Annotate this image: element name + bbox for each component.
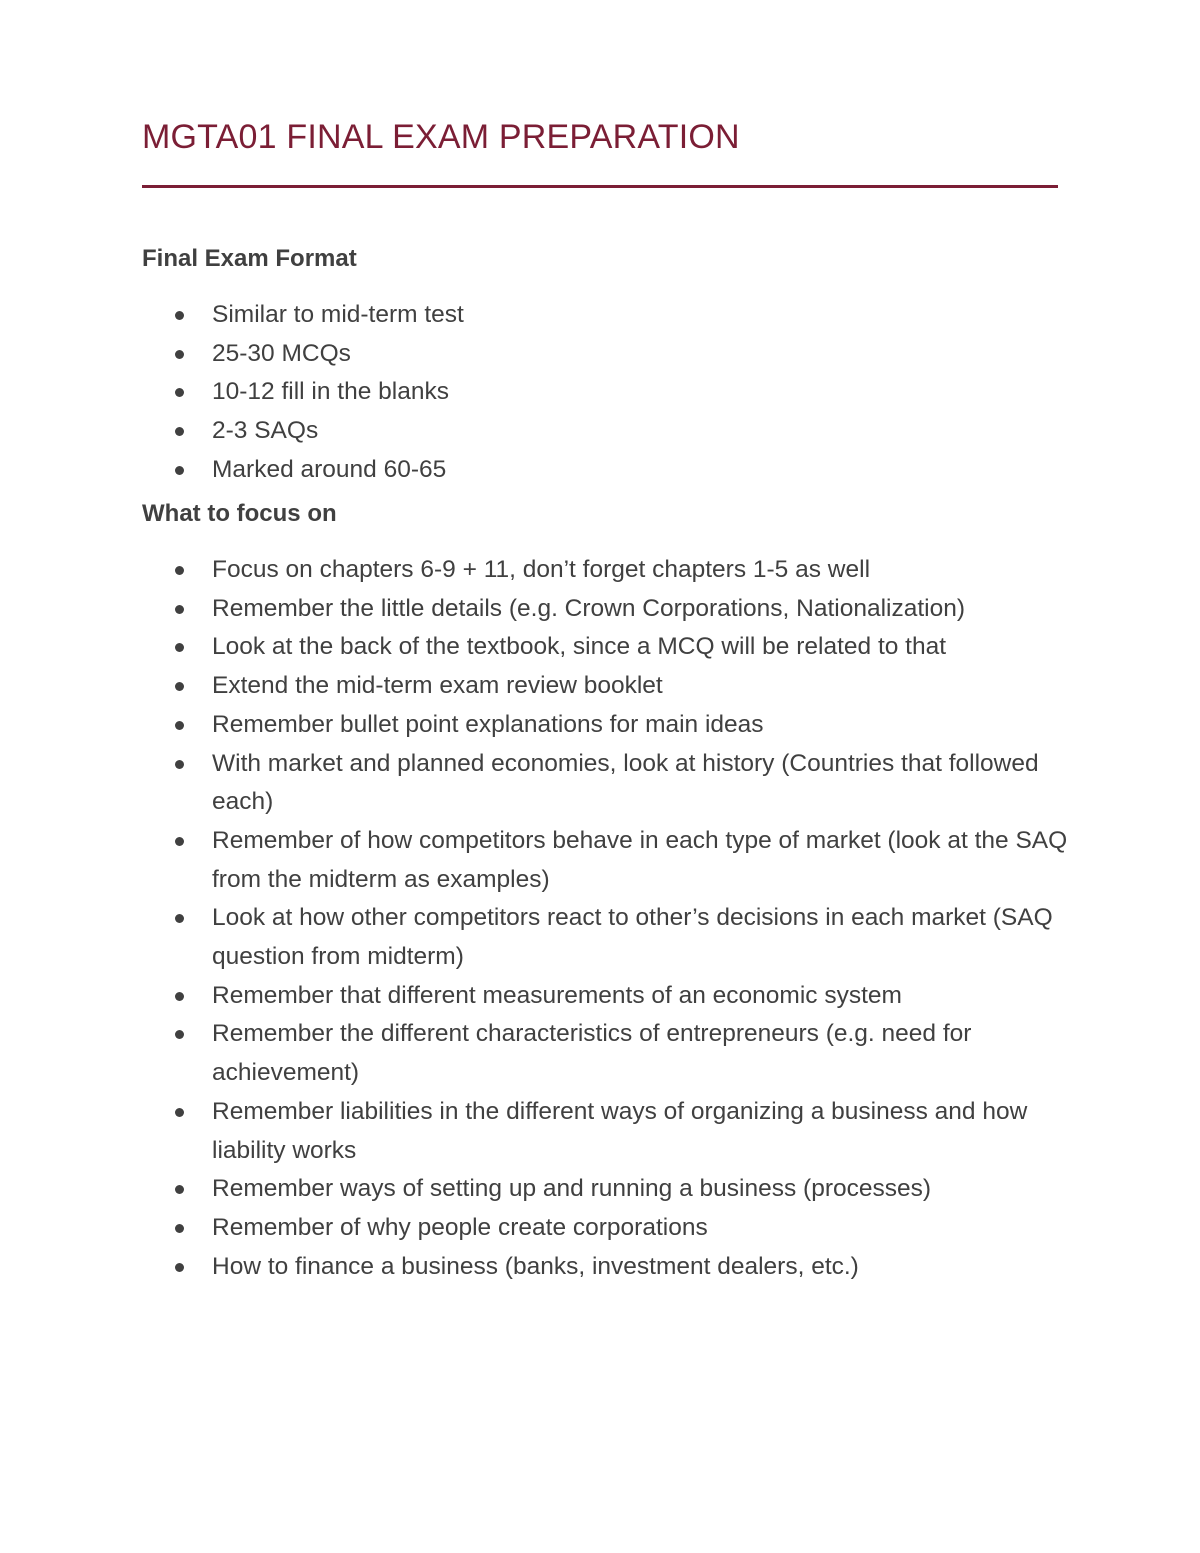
list-item (142, 451, 1072, 490)
bullet-icon (175, 1224, 184, 1233)
list-item-text: Look at the back of the textbook, since a MCQ will be related to that (212, 633, 947, 661)
list-item-text: Remember ways of setting up and running a business (processes) (212, 1175, 932, 1203)
list-item-text: 10-12 fill in the blanks (212, 378, 449, 406)
list-item (142, 1248, 1072, 1287)
bullet-icon (175, 566, 184, 575)
list-item (142, 1015, 1072, 1092)
list-item (142, 412, 1072, 451)
list-item-text: Marked around 60-65 (212, 455, 447, 483)
list-item-text: 2-3 SAQs (212, 417, 319, 445)
list-item-text: Remember that different measurements of an economic system (212, 981, 902, 1009)
list-item (142, 667, 1072, 706)
list-item-text: Remember the little details (e.g. Crown Corporations, Nationalization) (212, 594, 966, 622)
document-title: MGTA01 FINAL EXAM PREPARATION (142, 118, 740, 156)
list-item-text: With market and planned economies, look at history (Countries that followed each) (212, 749, 1039, 816)
section-heading-exam-format: Final Exam Format (142, 245, 357, 272)
list-item-text: Extend the mid-term exam review booklet (212, 672, 663, 700)
bullet-icon (175, 388, 184, 397)
list-item (142, 706, 1072, 745)
list-item (142, 1170, 1072, 1209)
bullet-icon (175, 1108, 184, 1117)
bullet-icon (175, 427, 184, 436)
list-item (142, 335, 1072, 374)
bullet-icon (175, 605, 184, 614)
list-item (142, 822, 1072, 899)
bullet-icon (175, 837, 184, 846)
bullet-icon (175, 1263, 184, 1272)
list-item-text: 25-30 MCQs (212, 339, 351, 367)
bullet-icon (175, 350, 184, 359)
list-item-text: Focus on chapters 6-9 + 11, don’t forget chapters 1-5 as well (212, 556, 871, 583)
bullet-icon (175, 721, 184, 730)
list-item (142, 1093, 1072, 1170)
list-item (142, 551, 1072, 590)
list-item (142, 373, 1072, 412)
bullet-icon (175, 466, 184, 475)
bullet-icon (175, 311, 184, 320)
list-item (142, 977, 1072, 1016)
bullet-icon (175, 914, 184, 923)
list-item-text: Look at how other competitors react to other’s decisions in each market (SAQ question from midterm) (212, 904, 1053, 971)
title-divider (142, 185, 1058, 188)
list-item-text: Remember bullet point explanations for main ideas (212, 710, 764, 738)
focus-list (142, 551, 1072, 1286)
bullet-icon (175, 1185, 184, 1194)
list-item-text: How to finance a business (banks, investment dealers, etc.) (212, 1252, 859, 1280)
section-heading-focus: What to focus on (142, 500, 337, 527)
list-item-text: Similar to mid-term test (212, 301, 464, 328)
list-item-text: Remember of why people create corporations (212, 1213, 708, 1241)
list-item-text: Remember the different characteristics of entrepreneurs (e.g. need for achievement) (212, 1020, 972, 1087)
bullet-icon (175, 1030, 184, 1039)
list-item (142, 628, 1072, 667)
list-item (142, 745, 1072, 822)
list-item-text: Remember liabilities in the different ways of organizing a business and how liability works (212, 1097, 1028, 1164)
list-item (142, 899, 1072, 976)
bullet-icon (175, 643, 184, 652)
list-item-text: Remember of how competitors behave in each type of market (look at the SAQ from the midterm as examples) (212, 826, 1068, 893)
list-item (142, 1209, 1072, 1248)
list-item (142, 296, 1072, 335)
bullet-icon (175, 992, 184, 1001)
list-item (142, 590, 1072, 629)
bullet-icon (175, 682, 184, 691)
exam-format-list (142, 296, 1072, 490)
bullet-icon (175, 760, 184, 769)
